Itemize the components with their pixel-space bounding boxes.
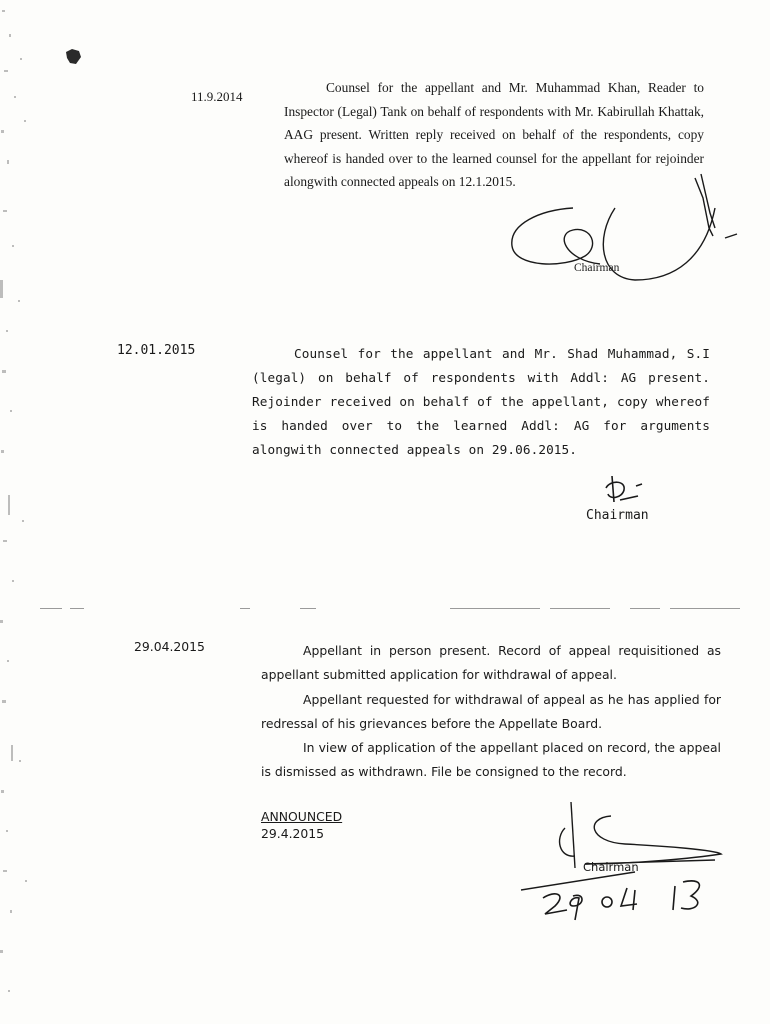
ink-blot-mark — [62, 46, 84, 68]
entry-paragraph: Counsel for the appellant and Mr. Muhammad Khan, Reader to Inspector (Legal) Tank on behalf of respondents with Mr. Kabirullah Khattak, AAG present. Written reply received on behalf of the respondents, copy whereof is handed over to the learned counsel for the appellant for rejoinder alongwith connected appeals on 12.1.2015. — [284, 80, 704, 189]
scan-noise-left-margin — [0, 0, 40, 1024]
signatory-label: Chairman — [574, 262, 620, 274]
entry-date: 11.9.2014 — [191, 89, 243, 104]
section-divider-dashes — [40, 607, 770, 611]
entry-paragraph: Appellant requested for withdrawal of appeal as he has applied for redressal of his grievances before the Appellate Board. — [261, 691, 721, 731]
entry-paragraph: Counsel for the appellant and Mr. Shad Muhammad, S.I (legal) on behalf of respondents with Addl: AG present. Rejoinder received on behalf of the appellant, copy whereof is handed over to the learned Addl: AG for arguments alongwith connected appeals on 29.06.2015. — [252, 346, 710, 457]
entry-date: 12.01.2015 — [117, 343, 196, 358]
announcement-block — [261, 808, 342, 842]
entry-date: 29.04.2015 — [134, 639, 205, 654]
signature-1 — [505, 168, 750, 290]
entry-paragraph: Appellant in person present. Record of appeal requisitioned as appellant submitted application for withdrawal of appeal. — [261, 643, 721, 683]
entry-text — [261, 639, 721, 785]
signatory-label: Chairman — [583, 860, 639, 874]
entry-text — [252, 342, 710, 462]
signature-2 — [600, 472, 650, 510]
announced-date: 29.4.2015 — [261, 826, 325, 841]
announced-label: ANNOUNCED — [261, 809, 343, 824]
entry-paragraph: In view of application of the appellant placed on record, the appeal is dismissed as withdrawn. File be consigned to the record. — [261, 740, 721, 780]
signatory-label: Chairman — [586, 508, 649, 523]
